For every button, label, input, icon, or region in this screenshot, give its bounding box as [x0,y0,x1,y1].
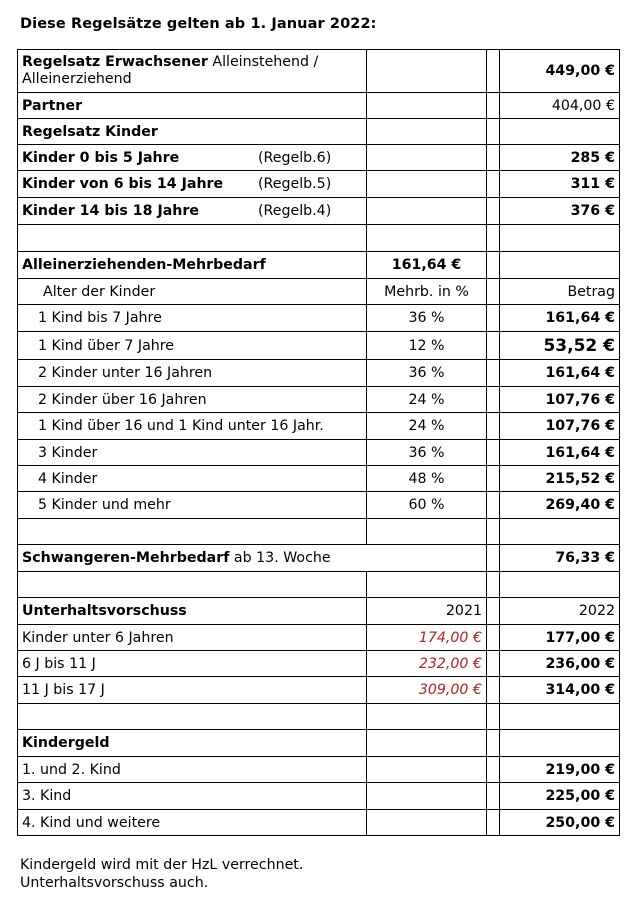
empty-cell [18,572,367,598]
children-rate-value: 285 € [500,145,620,171]
table-row [18,783,620,810]
empty-cell [487,252,500,279]
empty-cell [487,332,500,360]
adult-rate-label: Regelsatz Erwachsener Alleinstehend / Alleinerziehend [18,50,367,93]
row-label: 2 Kinder unter 16 Jahren [18,360,367,387]
row-percent: 48 % [367,466,487,492]
table-row [18,677,620,704]
table-row [18,492,620,519]
year-2022: 2022 [500,598,620,625]
empty-cell [487,545,500,572]
col-header-amount: Betrag [500,279,620,305]
table-row [18,145,620,171]
row-amount: 215,52 € [500,466,620,492]
children-rate-label: Kinder 0 bis 5 Jahre [22,149,180,166]
spacer-row [18,225,620,252]
empty-cell [487,572,500,598]
row-label: 5 Kinder und mehr [18,492,367,519]
empty-cell [18,519,367,545]
table-row [18,387,620,413]
row-new-value: 177,00 € [500,625,620,651]
empty-cell [500,704,620,730]
empty-cell [487,305,500,332]
table-row [18,810,620,836]
empty-cell [487,466,500,492]
table-row [18,171,620,198]
table-row [18,413,620,440]
empty-cell [18,145,367,171]
table-row [18,93,620,119]
empty-cell [500,519,620,545]
spacer-row [18,704,620,730]
table-row [18,332,620,360]
row-percent: 24 % [367,387,487,413]
empty-cell [487,704,500,730]
row-amount: 161,64 € [500,440,620,466]
col-header-age: Alter der Kinder [18,279,367,305]
row-amount: 161,64 € [500,360,620,387]
empty-cell [367,519,487,545]
table-row [18,440,620,466]
row-amount: 107,76 € [500,413,620,440]
table-row [18,119,620,145]
empty-cell [18,704,367,730]
empty-cell [500,730,620,757]
empty-cell [367,783,487,810]
col-header-percent: Mehrb. in % [367,279,487,305]
table-row [18,651,620,677]
single-parent-heading: Alleinerziehenden-Mehrbedarf [18,252,367,279]
pregnancy-label: Schwangeren-Mehrbedarf ab 13. Woche [18,545,487,572]
year-2021: 2021 [367,598,487,625]
empty-cell [487,413,500,440]
table-row [18,730,620,757]
spacer-row [18,519,620,545]
row-amount: 269,40 € [500,492,620,519]
empty-cell [367,572,487,598]
row-label: 1. und 2. Kind [18,757,367,783]
table-row [18,198,620,225]
row-percent: 36 % [367,440,487,466]
benefits-table [17,49,620,836]
adult-rate-value: 449,00 € [500,50,620,93]
empty-cell [500,252,620,279]
row-old-value: 309,00 € [367,677,487,704]
table-row [18,360,620,387]
empty-cell [18,198,367,225]
empty-cell [367,225,487,252]
row-amount: 225,00 € [500,783,620,810]
row-percent: 24 % [367,413,487,440]
row-amount: 107,76 € [500,387,620,413]
table-row [18,466,620,492]
empty-cell [500,225,620,252]
row-amount: 53,52 € [500,332,620,360]
row-percent: 36 % [367,305,487,332]
row-new-value: 236,00 € [500,651,620,677]
row-label: 6 J bis 11 J [18,651,367,677]
table-row [18,305,620,332]
empty-cell [367,93,487,119]
row-label: 4. Kind und weitere [18,810,367,836]
maintenance-heading: Unterhaltsvorschuss [18,598,367,625]
empty-cell [487,810,500,836]
pregnancy-value: 76,33 € [500,545,620,572]
empty-cell [487,677,500,704]
empty-cell [487,625,500,651]
empty-cell [487,119,500,145]
row-label: 2 Kinder über 16 Jahren [18,387,367,413]
empty-cell [487,598,500,625]
empty-cell [367,704,487,730]
empty-cell [487,279,500,305]
row-new-value: 314,00 € [500,677,620,704]
empty-cell [18,171,367,198]
row-old-value: 174,00 € [367,625,487,651]
footer-line: Kindergeld wird mit der HzL verrechnet. [20,857,304,873]
children-rate-heading: Regelsatz Kinder [18,119,367,145]
children-rate-note: (Regelb.5) [258,176,332,192]
children-rate-value: 311 € [500,171,620,198]
empty-cell [367,50,487,93]
empty-cell [367,119,487,145]
child-benefit-heading: Kindergeld [18,730,367,757]
row-amount: 161,64 € [500,305,620,332]
empty-cell [500,119,620,145]
empty-cell [487,757,500,783]
empty-cell [487,145,500,171]
row-old-value: 232,00 € [367,651,487,677]
row-label: 11 J bis 17 J [18,677,367,704]
table-row [18,50,620,93]
empty-cell [487,93,500,119]
empty-cell [367,810,487,836]
table-header-row [18,279,620,305]
row-amount: 250,00 € [500,810,620,836]
row-label: Kinder unter 6 Jahren [18,625,367,651]
empty-cell [367,198,487,225]
children-rate-value: 376 € [500,198,620,225]
row-label: 1 Kind über 7 Jahre [18,332,367,360]
footer-note [20,856,303,892]
partner-value: 404,00 € [500,93,620,119]
spacer-row [18,572,620,598]
table-row [18,598,620,625]
single-parent-heading-value: 161,64 € [367,252,487,279]
empty-cell [487,387,500,413]
empty-cell [367,757,487,783]
table-row [18,625,620,651]
empty-cell [487,519,500,545]
page-title: Diese Regelsätze gelten ab 1. Januar 2022: [20,16,377,32]
row-label: 1 Kind bis 7 Jahre [18,305,367,332]
row-label: 1 Kind über 16 und 1 Kind unter 16 Jahr. [18,413,367,440]
empty-cell [487,225,500,252]
empty-cell [487,783,500,810]
empty-cell [487,360,500,387]
children-rate-label: Kinder von 6 bis 14 Jahre [22,176,224,192]
row-percent: 12 % [367,332,487,360]
empty-cell [487,651,500,677]
row-amount: 219,00 € [500,757,620,783]
empty-cell [487,492,500,519]
table-row [18,545,620,572]
children-rate-label: Kinder 14 bis 18 Jahre [22,203,200,219]
table-row [18,252,620,279]
children-rate-note: (Regelb.6) [258,150,332,166]
empty-cell [487,171,500,198]
children-rate-note: (Regelb.4) [258,203,332,219]
empty-cell [500,572,620,598]
empty-cell [487,198,500,225]
footer-line: Unterhaltsvorschuss auch. [20,875,209,891]
empty-cell [487,440,500,466]
row-label: 4 Kinder [18,466,367,492]
empty-cell [367,730,487,757]
empty-cell [367,171,487,198]
row-label: 3 Kinder [18,440,367,466]
empty-cell [18,225,367,252]
empty-cell [487,730,500,757]
table-row [18,757,620,783]
partner-label: Partner [18,93,367,119]
empty-cell [367,145,487,171]
row-percent: 60 % [367,492,487,519]
row-label: 3. Kind [18,783,367,810]
empty-cell [487,50,500,93]
row-percent: 36 % [367,360,487,387]
